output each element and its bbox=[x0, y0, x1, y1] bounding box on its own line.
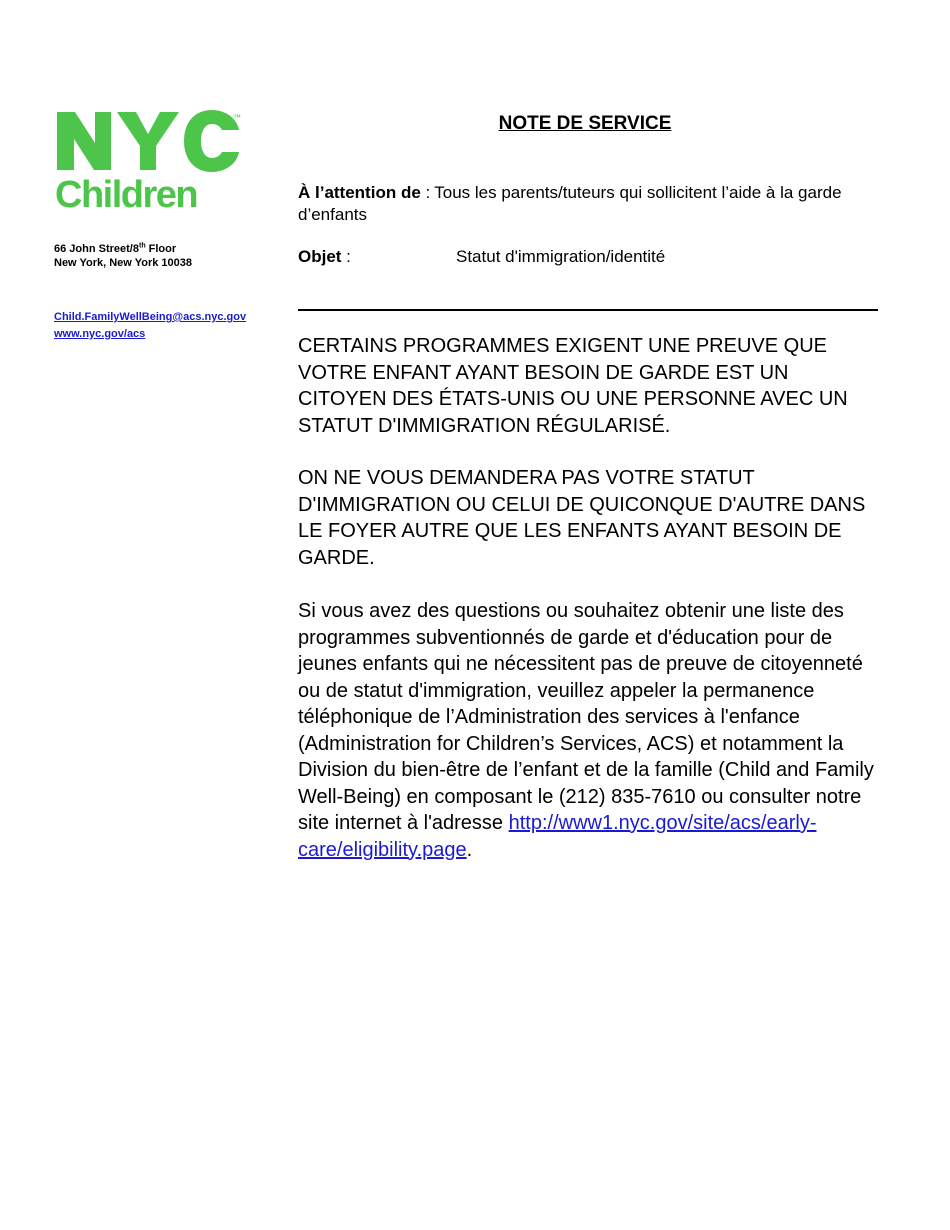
header-divider bbox=[298, 309, 878, 311]
address-line-1: 66 John Street/8th Floor bbox=[54, 242, 177, 255]
agency-address bbox=[54, 242, 192, 270]
subject-colon: : bbox=[341, 247, 351, 266]
nyc-children-logo bbox=[55, 110, 245, 215]
subject-label-wrap bbox=[298, 246, 456, 268]
logo-wordmark: Children bbox=[55, 174, 198, 215]
logo-trademark: ™ bbox=[233, 113, 241, 122]
paragraph-no-status-request: ON NE VOUS DEMANDERA PAS VOTRE STATUT D'IMMIGRATION OU CELUI DE QUICONQUE D'AUTRE DANS LE FOYER AUTRE QUE LES ENFANTS AYANT BESOIN DE GARDE. bbox=[298, 467, 866, 569]
link-suffix: . bbox=[466, 838, 473, 861]
memo-title: NOTE DE SERVICE bbox=[498, 113, 672, 134]
subject-row bbox=[298, 246, 878, 268]
eligibility-link[interactable]: http://www1.nyc.gov/site/acs/early-care/eligibility.page bbox=[298, 812, 817, 861]
logo-graphic bbox=[55, 110, 245, 215]
subject-label: Objet bbox=[298, 247, 342, 266]
attention-value: Tous les parents/tuteurs qui sollicitent l’aide à la garde d’enfants bbox=[298, 183, 842, 224]
attention-row bbox=[298, 182, 878, 226]
attention-colon: : bbox=[420, 183, 431, 202]
attention-label: À l’attention de bbox=[298, 183, 421, 202]
email-link[interactable]: Child.FamilyWellBeing@acs.nyc.gov bbox=[54, 311, 247, 323]
subject-value: Statut d'immigration/identité bbox=[456, 247, 666, 266]
address-line-2: New York, New York 10038 bbox=[54, 257, 192, 269]
paragraph-contact-info bbox=[298, 598, 878, 863]
paragraph-proof-requirement: CERTAINS PROGRAMMES EXIGENT UNE PREUVE QUE VOTRE ENFANT AYANT BESOIN DE GARDE EST UN CITOYEN DES ÉTATS-UNIS OU UNE PERSONNE AVEC UN STATUT D'IMMIGRATION RÉGULARISÉ. bbox=[298, 335, 848, 437]
logo-letter-n bbox=[57, 112, 111, 170]
agency-contacts bbox=[54, 309, 246, 343]
contact-info-text: Si vous avez des questions ou souhaitez obtenir une liste des programmes subventionnés de garde et d'éducation pour de jeunes enfants qui ne nécessitent pas de preuve de citoyenneté ou de statut d'immigration, veuillez appeler la permanence téléphonique de l’Administration des services à l'enfance (Administration for Children’s Services, ACS) et notamment la Division du bien-être de l’enfant et de la famille (Child and Family Well-Being) en composant le (212) 835-7610 ou consulter notre site internet à l'adresse bbox=[298, 600, 874, 834]
logo-letter-y bbox=[117, 112, 179, 170]
logo-letter-c bbox=[184, 110, 239, 172]
website-link[interactable]: www.nyc.gov/acs bbox=[54, 328, 146, 340]
